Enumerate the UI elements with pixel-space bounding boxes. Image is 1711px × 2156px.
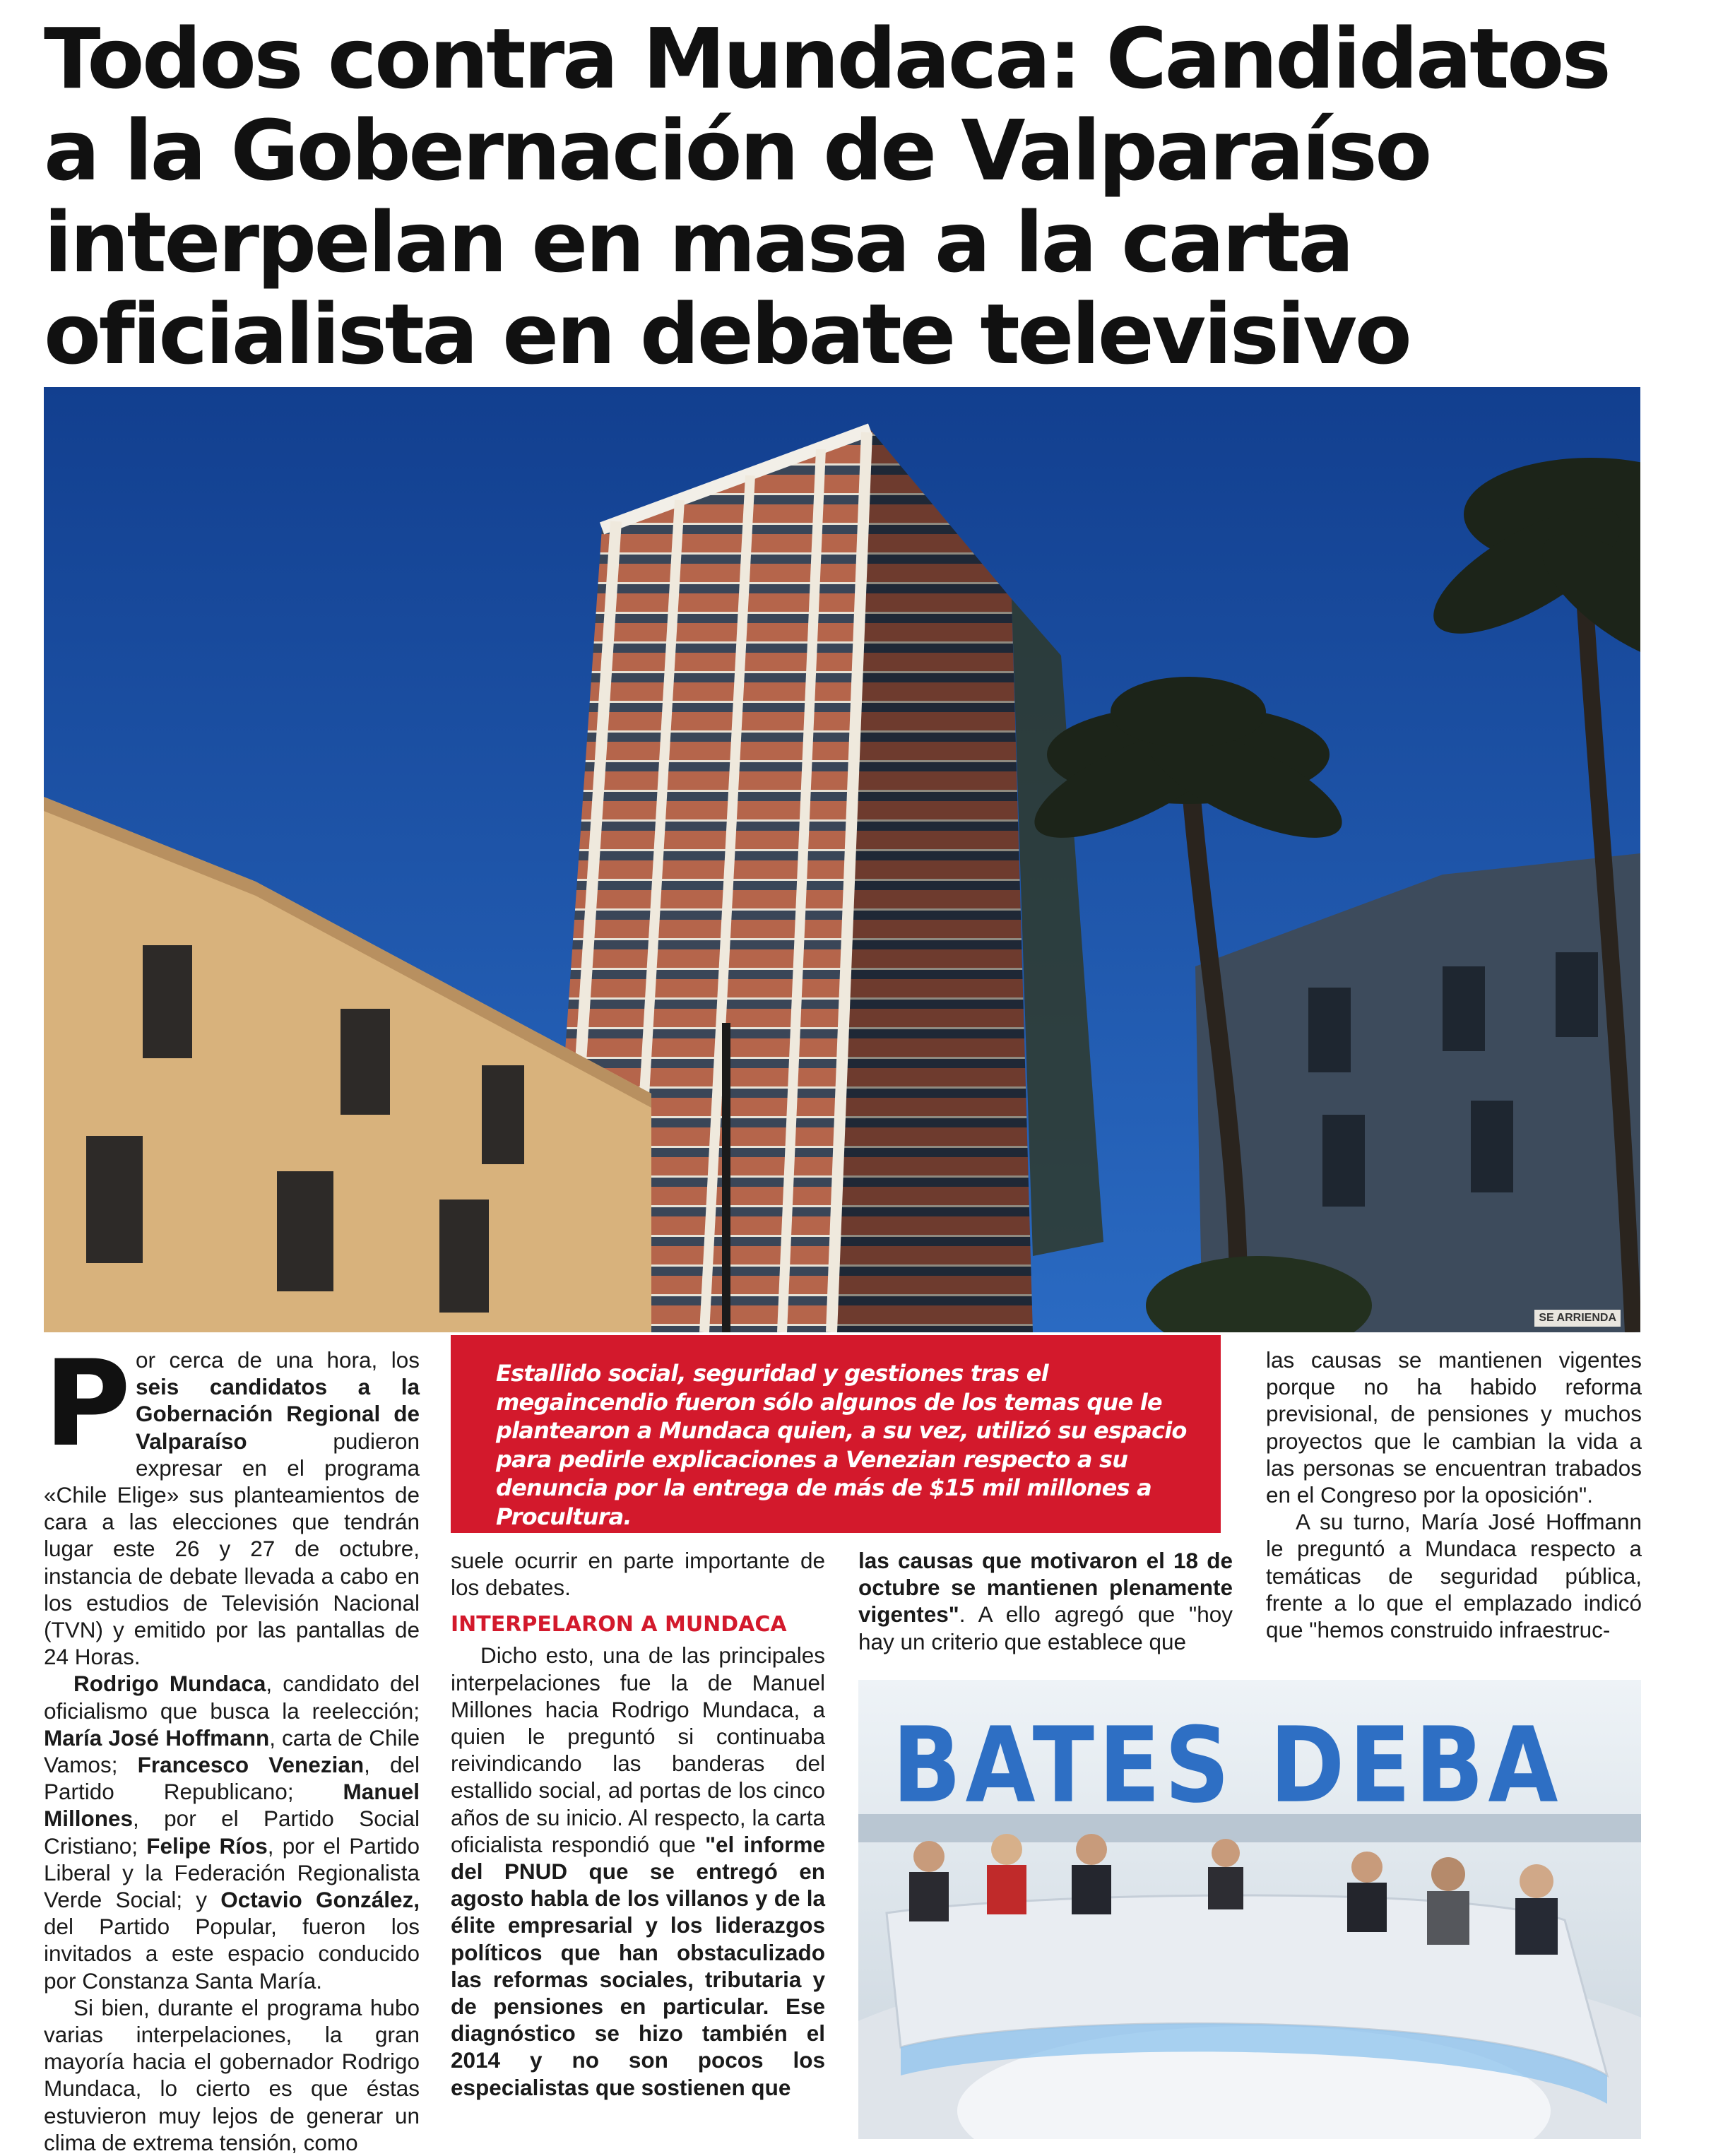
article-column-4: [1266, 1346, 1642, 1643]
bold-quote: "el informe del PNUD que se entregó en agosto habla de los villanos y de la élite empresarial y los liderazgos políticos que han obstaculizado las reformas sociales, tributaria y de pensiones en particular. Ese diagnóstico se hizo también el 2014 y no son pocos los especialistas que sostienen que: [451, 1831, 825, 2100]
article-column-1: [44, 1334, 420, 2156]
debate-photo: [858, 1680, 1641, 2139]
bold-text: seis candidatos a la Gobernación Regional de Valparaíso: [136, 1374, 420, 1454]
paragraph: A su turno, María José Hoffmann le preguntó a Mundaca respecto a temáticas de seguridad pública, frente a lo que el emplazado indicó que "hemos construido infraestruc-: [1266, 1509, 1642, 1643]
debate-backdrop-text: BATES DEBA: [892, 1705, 1563, 1827]
paragraph: Por cerca de una hora, los seis candidatos a la Gobernación Regional de Valparaíso pudieron expresar en el programa «Chile Elige» sus planteamientos de cara a las elecciones que tendrán lugar este 26 y 27 de octubre, instancia de debate llevada a cabo en los estudios de Televisión Nacional (TVN) y emitido por las pantallas de 24 Horas.: [44, 1334, 420, 1670]
paragraph: las causas se mantienen vigentes porque no ha habido reforma previsional, de pensiones y muchos proyectos que le cambian la vida a las personas se encuentran trabados en el Congreso por la oposición".: [1266, 1347, 1642, 1508]
pull-quote-callout: Estallido social, seguridad y gestiones tras el megaincendio fueron sólo algunos de los temas que le plantearon a Mundaca quien, a su vez, utilizó su espacio para pedirle explicaciones a Venezian respecto a su denuncia por la entrega de más de $15 mil millones a Procultura.: [451, 1335, 1221, 1533]
paragraph: las causas que motivaron el 18 de octubre se mantienen plenamente vigentes". A ello agregó que "hoy hay un criterio que establece que: [858, 1548, 1233, 1654]
drop-cap: P: [44, 1334, 131, 1473]
bold-quote: las causas que motivaron el 18 de octubre se mantienen plenamente vigentes": [858, 1548, 1233, 1628]
headline: Todos contra Mundaca: Candidatos a la Gobernación de Valparaíso interpelan en masa a la carta oficialista en debate televisivo: [44, 10, 1609, 383]
article-column-2: [451, 1547, 825, 2101]
paragraph: suele ocurrir en parte importante de los debates.: [451, 1548, 825, 1601]
paragraph: Si bien, durante el programa hubo varias interpelaciones, la gran mayoría hacia el gobernador Rodrigo Mundaca, lo cierto es que éstas estuvieron muy lejos de generar un clima de extrema tensión, como: [44, 1994, 420, 2155]
hero-sign: SE ARRIENDA: [1534, 1310, 1621, 1327]
paragraph: Dicho esto, una de las principales interpelaciones fue la de Manuel Millones hacia Rodrigo Mundaca, a quien le preguntó si continuaba reivindicando las banderas del estallido social, ad portas de los cinco años de su inicio. Al respecto, la carta oficialista respondió que "el informe del PNUD que se entregó en agosto habla de los villanos y de la élite empresarial y los liderazgos políticos que han obstaculizado las reformas sociales, tributaria y de pensiones en particular. Ese diagnóstico se hizo también el 2014 y no son pocos los especialistas que sostienen que: [451, 1642, 825, 2100]
article-column-3: [858, 1547, 1233, 1655]
hero-photo: [44, 387, 1640, 1332]
section-subhead: INTERPELARON A MUNDACA: [451, 1612, 787, 1637]
paragraph: Rodrigo Mundaca, candidato del oficialismo que busca la reelección; María José Hoffmann, carta de Chile Vamos; Francesco Venezian, del Partido Republicano; Manuel Millones, por el Partido Social Cristiano; Felipe Ríos, por el Partido Liberal y la Federación Regionalista Verde Social; y Octavio González, del Partido Popular, fueron los invitados a este espacio conducido por Constanza Santa María.: [44, 1671, 420, 1994]
